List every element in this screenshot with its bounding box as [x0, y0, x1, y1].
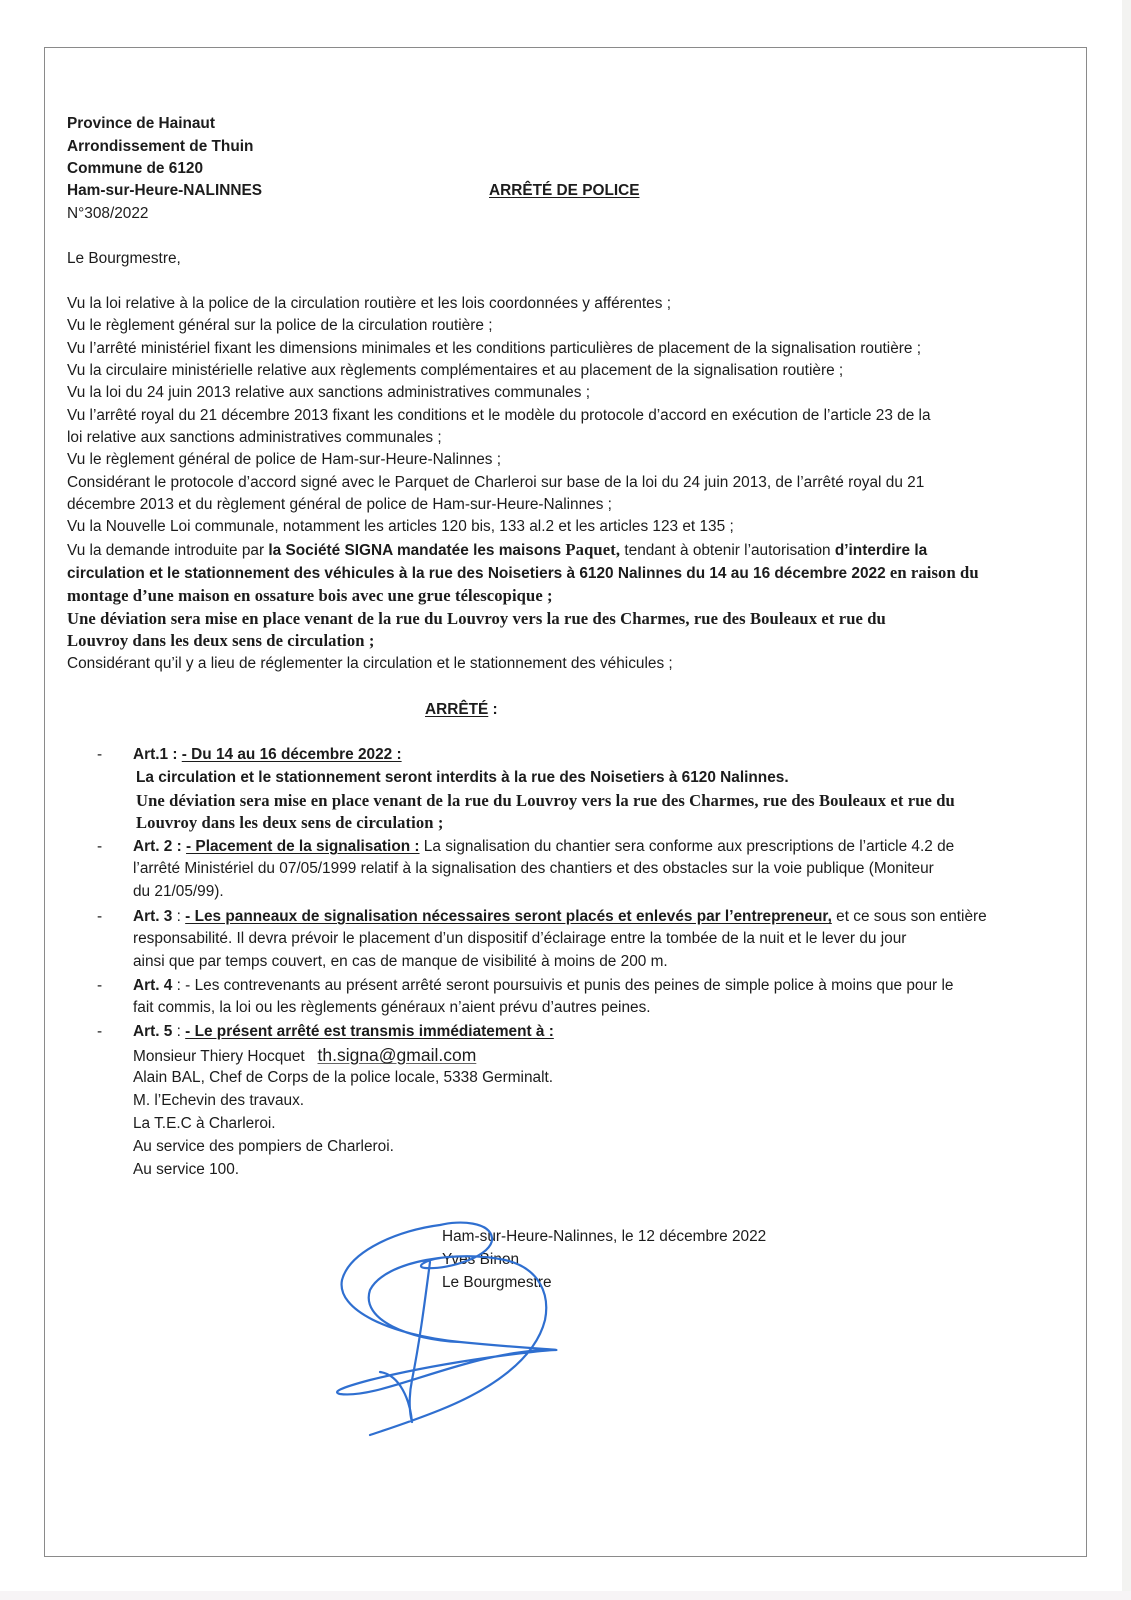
article-1-title: - Du 14 au 16 décembre 2022 :: [181, 746, 402, 763]
salutation: Le Bourgmestre,: [67, 250, 181, 267]
article-3-label: Art. 3: [133, 908, 173, 925]
bullet-dash: -: [97, 838, 103, 855]
header-municipality: Ham-sur-Heure-NALINNES: [67, 182, 262, 199]
recipient-item: [133, 1044, 476, 1068]
page-margin-strip: [1122, 0, 1131, 1600]
request-object: d’interdire la: [834, 542, 928, 559]
consideration-line: Vu la loi du 24 juin 2013 relative aux sanctions administratives communales ;: [67, 384, 590, 401]
article-5-heading: [133, 1021, 554, 1043]
decree-heading-text: ARRÊTÉ: [425, 701, 489, 718]
request-intro: Vu la demande introduite par: [67, 542, 269, 559]
page-bottom-strip: [0, 1591, 1131, 1600]
article-1-text: La circulation et le stationnement seront interdits à la rue des Noisetiers à 6120 Nalinnes.: [136, 769, 789, 786]
recipient-item: M. l’Echevin des travaux.: [133, 1092, 305, 1109]
consideration-line: Vu la loi relative à la police de la circulation routière et les lois coordonnées y afférentes ;: [67, 295, 671, 312]
article-3-colon: :: [172, 908, 186, 925]
consideration-line: Vu l’arrêté ministériel fixant les dimensions minimales et les conditions particulières de placement de la signalisation routière ;: [67, 340, 922, 357]
signatory-name: Yves Binon: [442, 1251, 520, 1268]
consideration-line: Vu la Nouvelle Loi communale, notamment les articles 120 bis, 133 al.2 et les articles 123 et 135 ;: [67, 518, 734, 535]
signatory-role: Le Bourgmestre: [442, 1274, 552, 1291]
article-2-text: l’arrêté Ministériel du 07/05/1999 relatif à la signalisation des chantiers et des obstacles sur la voie publique (Moniteur: [133, 860, 934, 877]
recipient-item: Au service 100.: [133, 1161, 240, 1178]
article-4-text: : - Les contrevenants au présent arrêté seront poursuivis et punis des peines de simple police à moins que pour le: [172, 977, 954, 994]
recipient-email-link[interactable]: th.signa@gmail.com: [317, 1045, 477, 1065]
article-1-deviation: Louvroy dans les deux sens de circulation ;: [136, 813, 444, 832]
request-purpose: tendant à obtenir l’autorisation: [620, 542, 835, 559]
header-province: Province de Hainaut: [67, 115, 215, 132]
article-5-label: Art. 5: [133, 1023, 173, 1040]
header-arrondissement: Arrondissement de Thuin: [67, 138, 254, 155]
article-3-text: ainsi que par temps couvert, en cas de manque de visibilité à moins de 200 m.: [133, 953, 668, 970]
bullet-dash: -: [97, 746, 103, 763]
article-2-label: Art. 2 :: [133, 838, 187, 855]
bullet-dash: -: [97, 977, 103, 994]
recipient-name: Monsieur Thiery Hocquet: [133, 1048, 305, 1065]
recipient-item: La T.E.C à Charleroi.: [133, 1115, 276, 1132]
article-3-text: responsabilité. Il devra prévoir le placement d’un dispositif d’éclairage entre la tombée de la nuit et le lever du jour: [133, 930, 907, 947]
consideration-request-line: [67, 539, 927, 562]
request-applicant: la Société SIGNA mandatée les maisons: [268, 542, 562, 559]
consideration-line: Vu le règlement général sur la police de la circulation routière ;: [67, 317, 493, 334]
recipient-item: Au service des pompiers de Charleroi.: [133, 1138, 394, 1155]
article-2-text: du 21/05/99).: [133, 883, 224, 900]
article-5-title: - Le présent arrêté est transmis immédiatement à :: [185, 1023, 554, 1040]
article-2-heading: [133, 836, 954, 858]
consideration-line: Considérant qu’il y a lieu de réglementer la circulation et le stationnement des véhicules ;: [67, 655, 673, 672]
bullet-dash: -: [97, 908, 103, 925]
deviation-line: Une déviation sera mise en place venant de la rue du Louvroy vers la rue des Charmes, rue des Bouleaux et rue du: [67, 609, 886, 628]
request-applicant-name: Paquet,: [561, 540, 621, 559]
document-title: ARRÊTÉ DE POLICE: [489, 182, 640, 199]
consideration-line: loi relative aux sanctions administratives communales ;: [67, 429, 442, 446]
article-5-colon: :: [172, 1023, 186, 1040]
signature-stroke: [337, 1223, 556, 1435]
consideration-request-line: [67, 562, 979, 585]
article-1-label: Art.1 :: [133, 746, 182, 763]
consideration-line: Vu l’arrêté royal du 21 décembre 2013 fixant les conditions et le modèle du protocole d’accord en exécution de l’article 23 de la: [67, 407, 931, 424]
consideration-line: Vu la circulaire ministérielle relative aux règlements complémentaires et au placement de la signalisation routière ;: [67, 362, 844, 379]
reference-number: N°308/2022: [67, 205, 149, 222]
consideration-line: Vu le règlement général de police de Ham-sur-Heure-Nalinnes ;: [67, 451, 502, 468]
article-3-title: - Les panneaux de signalisation nécessaires seront placés et enlevés par l’entrepreneur,: [185, 908, 832, 925]
consideration-line: Considérant le protocole d’accord signé avec le Parquet de Charleroi sur base de la loi du 24 juin 2013, de l’arrêté royal du 21: [67, 474, 925, 491]
article-2-title: - Placement de la signalisation :: [186, 838, 420, 855]
article-3-heading: [133, 906, 987, 928]
article-1-heading: [133, 744, 402, 766]
article-4-heading: [133, 975, 953, 997]
article-3-text: et ce sous son entière: [831, 908, 987, 925]
consideration-request-line: montage d’une maison en ossature bois avec une grue télescopique ;: [67, 586, 553, 605]
request-reason: en raison du: [885, 563, 979, 582]
recipient-item: Alain BAL, Chef de Corps de la police locale, 5338 Germinalt.: [133, 1069, 554, 1086]
article-2-text: La signalisation du chantier sera conforme aux prescriptions de l’article 4.2 de: [419, 838, 955, 855]
article-4-label: Art. 4: [133, 977, 173, 994]
request-object-cont: circulation et le stationnement des véhicules à la rue des Noisetiers à 6120 Nalinnes du 14 au 16 décembre 2022: [67, 565, 886, 582]
decree-heading: [425, 699, 498, 721]
article-4-text: fait commis, la loi ou les règlements généraux n’aient prévu d’autres peines.: [133, 999, 651, 1016]
article-1-deviation: Une déviation sera mise en place venant de la rue du Louvroy vers la rue des Charmes, rue des Bouleaux et rue du: [136, 791, 955, 810]
deviation-line: Louvroy dans les deux sens de circulation ;: [67, 631, 375, 650]
signature-place-date: Ham-sur-Heure-Nalinnes, le 12 décembre 2022: [442, 1228, 767, 1245]
consideration-line: décembre 2013 et du règlement général de police de Ham-sur-Heure-Nalinnes ;: [67, 496, 612, 513]
handwritten-signature: [330, 1210, 690, 1450]
decree-heading-colon: :: [488, 701, 498, 718]
header-commune: Commune de 6120: [67, 160, 203, 177]
bullet-dash: -: [97, 1023, 103, 1040]
